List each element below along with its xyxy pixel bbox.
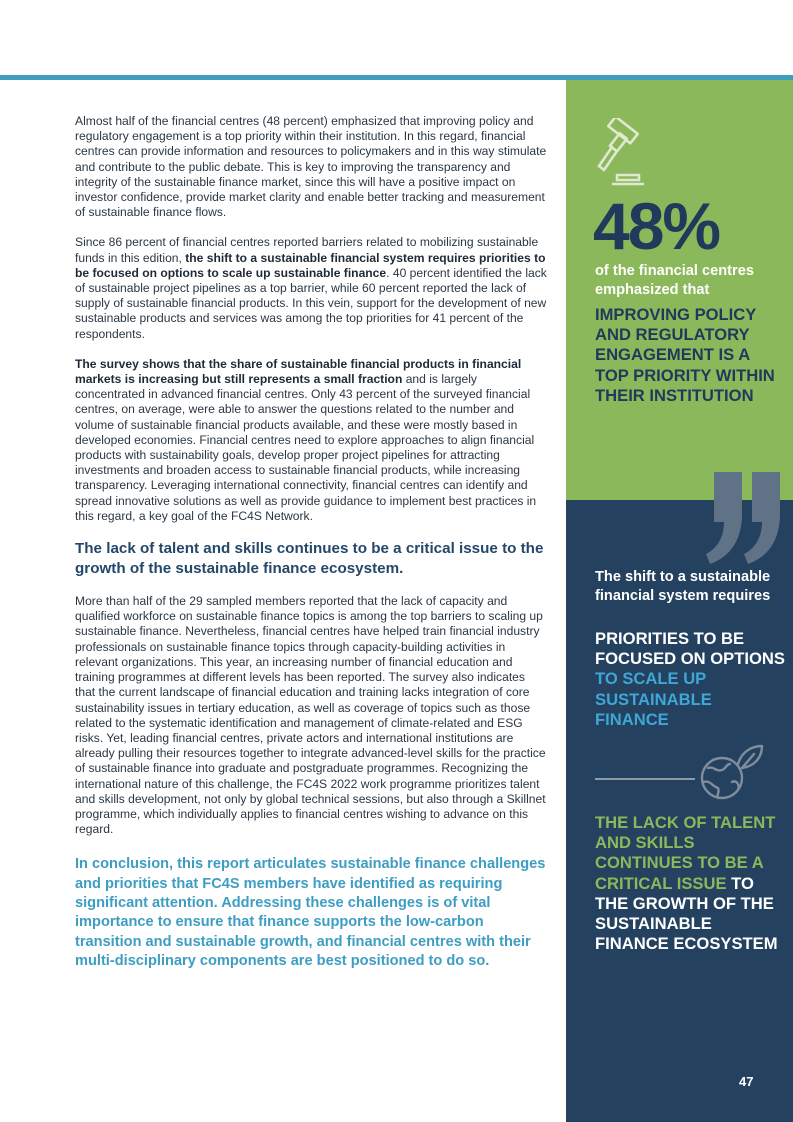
paragraph-survey-text: and is largely concentrated in advanced financial centres. Only 43 percent of the surveyed financial centres, on average, were able to answer the questions related to the number and volume of sustainable financial products available, and these were mostly based in developed economies. Financial centres need to explore approaches to align financial products with sustainability goals, develop proper project pipelines for attracting investments and broaden access to sustainable financial products, while increasing transparency. Leveraging international connectivity, financial centres can identify and spread innovative solutions as well as provide guidance to implement best practices in this regard, a key goal of the FC4S Network. xyxy=(75,372,537,523)
talent-subheading: The lack of talent and skills continues to be a critical issue to the growth of the sustainable finance ecosystem. xyxy=(75,540,544,577)
shift-highlight-white: PRIORITIES TO BE FOCUSED ON OPTIONS xyxy=(595,629,785,669)
paragraph-barriers-text-b: . 40 percent identified the lack of sustainable project pipelines as a top barrier, while 60 percent reported the lack of supply of sustainable financial products. In this vein, support for the development of new sustainable products and services was among the top priorities for 41 percent of the respondents. xyxy=(75,265,547,341)
quote-mark-icon xyxy=(700,462,790,572)
stat-intro-text: of the financial centres emphasized that xyxy=(595,263,754,298)
shift-intro-text: The shift to a sustainable financial system requires xyxy=(595,569,771,605)
paragraph-talent: More than half of the 29 sampled members reported that the lack of capacity and qualified workforce on sustainable finance topics is among the top barriers to scaling up sustainable finance. Nevertheless, financial centres have helped train financial industry professionals on sustainable finance topics through capacity-building activities in relevant organizations. This year, an increasing number of financial education and training programmes at different levels has been reported. The survey also indicates that the current landscape of financial education and training lacks integration of core sustainability issues in tertiary education, as well as coverage of topics such as those related to the systematic identification and management of climate-related and ESG risks. Yet, leading financial centres, private actors and international institutions are already pulling their resources together to integrate advanced-level skills for the practice of sustainable finance into graduate and postgraduate programmes. Recognizing the international nature of this challenge, the FC4S 2022 work programme prioritizes talent and skills development, not only by global technical sessions, but also through a Skillnet programme, which individually applies to financial centres wishing to advance on this regard. xyxy=(75,594,546,837)
talent-highlight-white: TO THE GROWTH OF THE SUSTAINABLE FINANCE ECOSYSTEM xyxy=(595,873,778,954)
paragraph-barriers xyxy=(75,235,547,341)
paragraph-policy-engagement: Almost half of the financial centres (48 percent) emphasized that improving policy and regulatory engagement is a top priority within their institution. In this regard, financial centres can provide information and resources to policymakers and in this way stimulate and contribute to the public debate. This is key to improving the transparency and integrity of the sustainable finance market, since this will have a positive impact on investor confidence, provide market clarity and enable better tracking and measurement of sustainable finance flows. xyxy=(75,114,547,220)
shift-highlight-blue: TO SCALE UP SUSTAINABLE FINANCE xyxy=(595,669,712,729)
gavel-icon xyxy=(595,118,647,188)
globe-leaf-icon xyxy=(692,742,764,802)
talent-highlight-green: THE LACK OF TALENT AND SKILLS CONTINUES TO BE A CRITICAL ISSUE xyxy=(595,813,776,893)
talent-highlight-text xyxy=(595,813,785,954)
paragraph-survey-share xyxy=(75,357,547,524)
stat-highlight-text: IMPROVING POLICY AND REGULATORY ENGAGEMENT IS A TOP PRIORITY WITHIN THEIR INSTITUTION xyxy=(595,305,775,405)
paragraph-barriers-text-a: Since 86 percent of financial centres reported barriers related to mobilizing sustainable funds in this edition, xyxy=(75,235,539,265)
stat-48-percent: 48% xyxy=(593,189,720,263)
shift-highlight-text xyxy=(595,629,785,730)
sidebar-divider xyxy=(595,778,695,780)
conclusion-paragraph: In conclusion, this report articulates sustainable finance challenges and priorities that FC4S members have identified as requiring significant attention. Addressing these challenges is of vital importance to ensure that finance supports the low-carbon transition and sustainable growth, and financial centres with their multi-disciplinary components are best positioned to do so. xyxy=(75,856,546,969)
main-column xyxy=(75,114,547,971)
paragraph-barriers-emphasis: the shift to a sustainable financial system requires priorities to be focused on options to scale up sustainable finance xyxy=(75,250,546,280)
page-number: 47 xyxy=(739,1074,754,1089)
paragraph-survey-emphasis: The survey shows that the share of sustainable financial products in financial markets is increasing but still represents a small fraction xyxy=(75,356,522,387)
